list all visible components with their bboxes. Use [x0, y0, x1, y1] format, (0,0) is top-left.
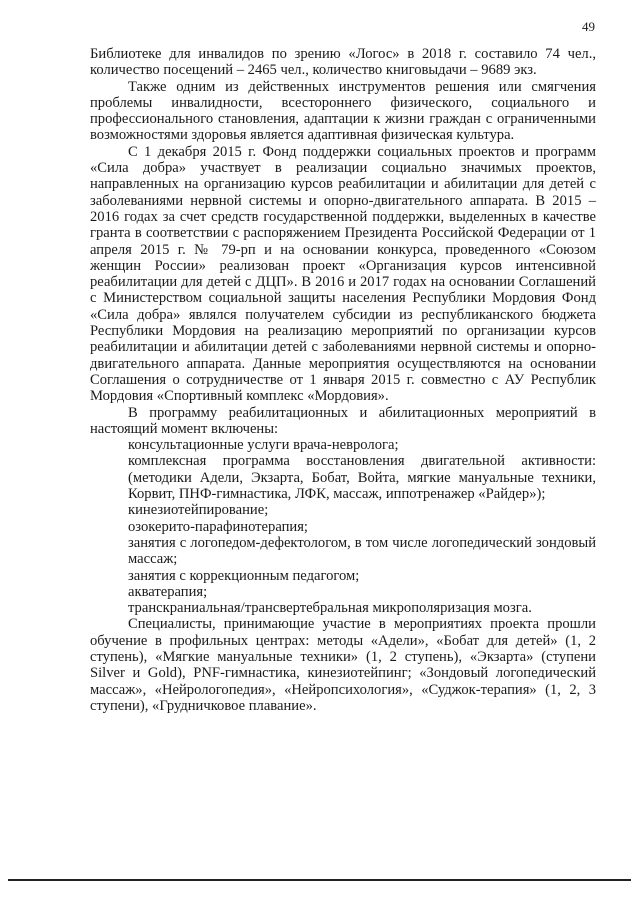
page-number: 49: [582, 19, 595, 34]
list-item-aquarehab: акватерапия;: [128, 583, 208, 600]
list-item-speech-therapist: занятия с логопедом-дефектологом, в том числе логопедический зондовый массаж;: [128, 534, 596, 568]
paragraph-fund-sila-dobra: С 1 декабря 2015 г. Фонд поддержки социальных проектов и программ «Сила добра» участвует в реализации социально значимых проектов, направленных на организацию курсов реабилитации и абилитации для детей с заболеваниями нервной системы и опорно-двигательного аппарата. В 2015 – 2016 годах за счет средств государственной поддержки, выделенных в качестве гранта в соответствии с распоряжением Президента Российской Федерации от 1 апреля 2015 г. № 79-рп и на основании конкурса, проведенного «Союзом женщин России» реализован проект «Организация курсов интенсивной реабилитации для детей с ДЦП». В 2016 и 2017 годах на основании Соглашений с Министерством социальной защиты населения Республики Мордовия Фонд «Сила добра» являлся получателем субсидии из республиканского бюджета Республики Мордовия на реализацию мероприятий по организации курсов реабилитации и абилитации детей с заболеваниями нервной системы и опорно-двигательного аппарата. Данные мероприятия осуществляются на основании Соглашения о сотрудничестве от 1 января 2015 г. совместно с АУ Республик Мордовия «Спортивный комплекс «Мордовия».: [90, 143, 596, 405]
document-body: [90, 46, 596, 714]
list-item-ozokerite: озокерито-парафинотерапия;: [128, 518, 308, 535]
paragraph-specialists-training: Специалисты, принимающие участие в мероприятиях проекта прошли обучение в профильных центрах: методы «Адели», «Бобат для детей» (1, 2 ступень), «Мягкие мануальные техники» (1, 2 ступень), «Экзарта» (ступени Silver и Gold), PNF-гимнастика, кинезиотейпинг; «Зондовый логопедический массаж», «Нейрологопедия», «Нейропсихология», «Суджок-терапия» (1, 2, 3 ступени), «Грудничковое плавание».: [90, 616, 596, 714]
bottom-divider: [8, 879, 631, 881]
paragraph-program-intro: В программу реабилитационных и абилитационных мероприятий в настоящий момент включены:: [90, 404, 596, 437]
list-item-kinesiotaping: кинезиотейпирование;: [128, 502, 269, 519]
list-item-neurologist: консультационные услуги врача-невролога;: [128, 437, 399, 454]
list-item-motor-program: комплексная программа восстановления двигательной активности: (методики Адели, Экзарта, Бобат, Войта, мягкие мануальные техники, Корвит, ПНФ-гимнастика, ЛФК, массаж, иппотренажер «Райдер»);: [128, 453, 596, 503]
paragraph-continuation: Библиотеке для инвалидов по зрению «Логос» в 2018 г. составило 74 чел., количество посещений – 2465 чел., количество книговыдачи – 9689 экз.: [90, 46, 596, 79]
list-item-correctional-teacher: занятия с коррекционным педагогом;: [128, 567, 360, 584]
paragraph-adaptive-culture: Также одним из действенных инструментов решения или смягчения проблемы инвалидности, всестороннего физического, социального и профессионального становления, адаптации к жизни граждан с ограниченными возможностями здоровья является адаптивная физическая культура.: [90, 78, 596, 144]
list-item-micropolarization: транскраниальная/трансвертебральная микрополяризация мозга.: [128, 600, 532, 617]
